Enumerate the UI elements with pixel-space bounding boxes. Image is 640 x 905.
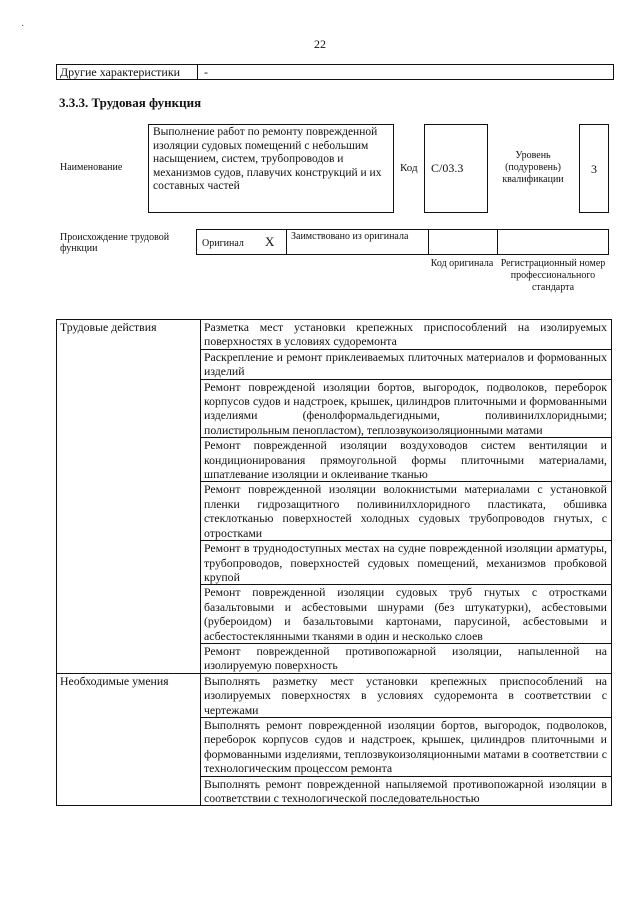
code-label: Код xyxy=(400,162,418,174)
table-row xyxy=(57,320,612,350)
origin-table xyxy=(196,229,609,255)
required-skills-header: Необходимые умения xyxy=(57,673,201,806)
other-characteristics-row xyxy=(56,64,614,80)
other-characteristics-label: Другие характеристики xyxy=(60,65,181,79)
required-skill-item: Выполнять ремонт поврежденной изоляции бортов, выгородок, подволоков, переборок корпусов судов и надстроек, крышек, цилиндров плиточными и формованными изделиями, теплозвукоизоляционными матами в соответствии с технологическим процессом ремонта xyxy=(201,717,612,776)
origin-label: Происхождение трудовой функции xyxy=(60,232,170,254)
original-code-cell xyxy=(428,229,498,255)
table-row xyxy=(57,673,612,717)
row-divider xyxy=(197,65,198,79)
labor-action-item: Ремонт поврежденной изоляции воздуховодов систем вентиляции и кондиционирования прямоугольной формы плиточными материалами, шпатлевание изоляции и оклеивание тканью xyxy=(201,438,612,482)
original-code-caption: Код оригинала xyxy=(430,258,494,269)
labor-action-item: Ремонт поврежденной изоляции судовых труб гнутых с отростками базальтовыми и асбестовыми шнурами (без штукатурки), асбестовыми (рубероидом) и базальтовыми картонами, парусиной, асбестовыми и асбестостеклянными тканями в один и несколько слоев xyxy=(201,585,612,644)
required-skill-item: Выполнять ремонт поврежденной напыляемой противопожарной изоляции в соответствии с технологической последовательностью xyxy=(201,776,612,806)
function-code-box: C/03.3 xyxy=(424,124,488,213)
qualification-level-label: Уровень (подуровень) квалификации xyxy=(502,150,564,185)
section-title: 3.3.3. Трудовая функция xyxy=(59,95,202,110)
labor-action-item: Ремонт поврежденой изоляции бортов, выгородок, подволоков, переборок корпусов судов и надстроек, крышек, цилиндров плиточными и формованными изделиями (фенолформальдегидными, поливинилхлоридными; полистирольным пенопластом), теплозвукоизоляционными матами xyxy=(201,379,612,438)
page-number: 22 xyxy=(314,37,326,51)
function-details-table xyxy=(56,319,612,806)
qualification-level-box: 3 xyxy=(579,124,609,213)
labor-actions-header: Трудовые действия xyxy=(57,320,201,674)
other-characteristics-value: - xyxy=(204,65,208,79)
registration-number-caption: Регистрационный номер профессионального стандарта xyxy=(500,258,606,293)
labor-action-item: Разметка мест установки крепежных приспособлений на изолируемых поверхностях в условиях судоремонта xyxy=(201,320,612,350)
labor-action-item: Ремонт поврежденной изоляции волокнистыми материалами с установкой пленки гидрозащитного поливинилхлоридного пластиката, обшивка стеклотканью поверхностей холодных судовых трубопроводов гнутых, с отростками xyxy=(201,482,612,541)
original-cell xyxy=(196,229,287,255)
labor-action-item: Раскрепление и ремонт приклеиваемых плиточных материалов и формованных изделий xyxy=(201,349,612,379)
scan-mark: · xyxy=(21,21,25,32)
labor-action-item: Ремонт в труднодоступных местах на судне поврежденной изоляции арматуры, трубопроводов, поверхностей судовых помещений, механизмов пробковой крупой xyxy=(201,541,612,585)
registration-number-cell xyxy=(497,229,609,255)
required-skill-item: Выполнять разметку мест установки крепежных приспособлений на изолируемых поверхностях в условиях судоремонта в соответствии с чертежами xyxy=(201,673,612,717)
original-label: Оригинал xyxy=(202,238,244,249)
borrowed-label: Заимствовано из оригинала xyxy=(291,231,409,242)
labor-action-item: Ремонт поврежденной противопожарной изоляции, напыленной на изолируемую поверхность xyxy=(201,643,612,673)
function-name-box: Выполнение работ по ремонту поврежденной изоляции судовых помещений с небольшим насыщением, систем, трубопроводов и механизмов судов, плавучих конструкций и их составных частей xyxy=(148,124,394,213)
borrowed-cell xyxy=(286,229,429,255)
original-mark: X xyxy=(265,234,275,249)
name-label: Наименование xyxy=(60,162,123,173)
